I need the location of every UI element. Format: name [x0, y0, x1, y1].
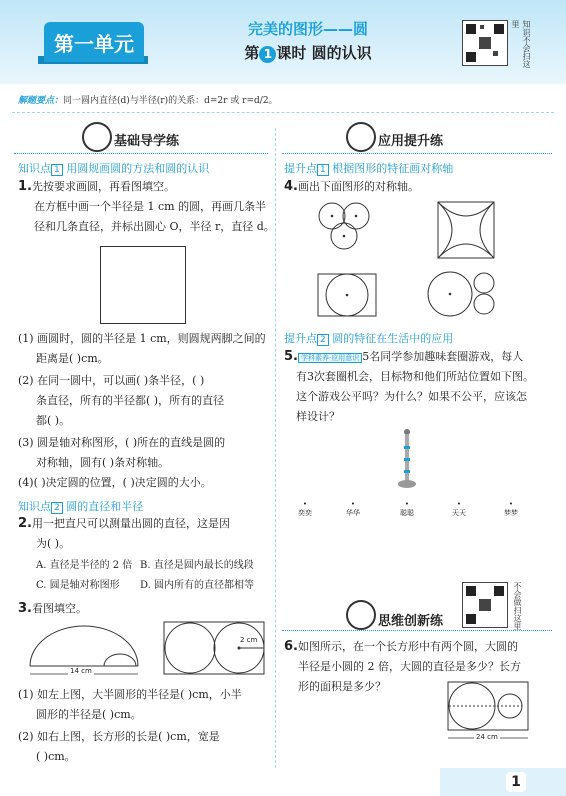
q2-option-a[interactable]: A. 直径是半径的 2 倍 [36, 560, 133, 571]
rectangle-circles-figure [160, 620, 270, 680]
q3-sub1-a: (1) 如左上图，大半圆形的半径是( )cm，小半 [18, 688, 242, 701]
mascot-icon [82, 122, 112, 152]
qr-note: 不会做扫这里 [513, 582, 522, 630]
kp-text: 圆的直径和半径 [66, 500, 144, 513]
knowledge-point-2 [18, 498, 143, 514]
section-underline [14, 153, 268, 154]
q1-sub1-b: 距离是( )cm。 [36, 352, 109, 365]
q6-line-3: 形的面积是多少？ [298, 680, 386, 693]
q5-line-1-text: 5名同学参加趣味套圈游戏，每人 [362, 350, 524, 363]
player-positions [290, 500, 526, 524]
q4-stem [284, 176, 419, 198]
page-number: 1 [506, 772, 526, 792]
q1-sub1-a: (1) 画圆时，圆的半径是 1 cm，则圆规两脚之间的 [18, 332, 266, 345]
q2-option-b[interactable]: B. 直径是圆内最长的线段 [140, 560, 254, 571]
qr-code-icon[interactable] [462, 20, 508, 66]
q1-sub3-a: (3) 圆是轴对称图形，( )所在的直线是圆的 [18, 436, 226, 449]
lesson-title [198, 42, 418, 63]
player-4: • 天天 [452, 500, 466, 517]
drawing-box[interactable] [100, 246, 186, 324]
q4-stem-text: 画出下面图形的对称轴。 [297, 180, 419, 193]
kp-num: 2 [317, 334, 329, 346]
q1-stem-text: 先按要求画圆，再看图填空。 [31, 180, 175, 193]
fig2-label: 2 cm [240, 636, 258, 644]
section-underline [282, 153, 552, 154]
q3-sub2-a: (2) 如右上图，长方形的长是( )cm，宽是 [18, 730, 220, 743]
q1-stem [18, 176, 175, 198]
kp-prefix: 提升点 [284, 332, 317, 345]
q3-sub1-b: 圆形的半径是( )cm。 [36, 708, 142, 721]
q3-stem [18, 598, 87, 620]
section-title-basic: 基础导学练 [114, 134, 180, 149]
q5-num: 5. [284, 349, 298, 364]
q1-sub2-b: 条直径，所有的半径都( )，所有的直径 [36, 394, 225, 407]
key-point [18, 93, 548, 106]
kp-num: 2 [51, 502, 63, 514]
q2-stem-2: 为( )。 [36, 537, 71, 550]
big-small-circles-figure [426, 268, 498, 320]
knowledge-point-1 [18, 160, 209, 176]
divider-horizontal [12, 112, 554, 113]
square-petals-figure [436, 200, 498, 262]
kp-prefix: 知识点 [18, 500, 51, 513]
lesson-suffix: 课时 圆的认识 [276, 44, 372, 62]
q6-line-2: 半径是小圆的 2 倍，大圆的直径是多少？长方 [298, 660, 521, 673]
q1-sub2-a: (2) 在同一圆中，可以画( )条半径，( ) [18, 374, 205, 387]
section-title-apply: 应用提升练 [378, 134, 444, 149]
q2-option-c[interactable]: C. 圆是轴对称图形 [36, 580, 120, 591]
q5-line-3: 这个游戏公平吗？为什么？如果不公平，应该怎 [296, 390, 527, 403]
divider-vertical [275, 128, 276, 768]
mascot-icon [346, 600, 376, 630]
q2-num: 2. [18, 516, 32, 531]
key-point-text: 同一圆内直径(d)与半径(r)的关系：d=2r 或 r=d/2。 [63, 96, 278, 106]
q6-num: 6. [284, 639, 298, 654]
q4-num: 4. [284, 179, 298, 194]
section-underline [282, 630, 552, 631]
player-2: • 华华 [346, 500, 360, 517]
player-name: 聪聪 [400, 509, 414, 517]
q2-stem-1 [18, 513, 230, 535]
q1-body-1: 在方框中画一个半径是 1 cm 的圆，再画几条半 [34, 200, 267, 213]
player-name: 奕奕 [298, 509, 312, 517]
improvement-point-1 [284, 160, 453, 176]
player-5: • 梦梦 [504, 500, 518, 517]
qr-code-icon[interactable] [462, 582, 508, 628]
player-name: 华华 [346, 509, 360, 517]
footer-bar [440, 768, 566, 796]
three-circles-figure [316, 198, 376, 254]
q3-num: 3. [18, 601, 32, 616]
kp-text: 圆的特征在生活中的应用 [332, 332, 454, 345]
q5-line-2: 有3次套圈机会，目标物和他们所站位置如下图。 [296, 370, 534, 383]
player-name: 梦梦 [504, 509, 518, 517]
q5-badge: 学科素养·应用意识 [298, 353, 362, 363]
q3-stem-text: 看图填空。 [31, 602, 87, 615]
lesson-prefix: 第 [244, 44, 260, 62]
mascot-icon [346, 122, 376, 152]
player-name: 天天 [452, 509, 466, 517]
q1-sub4: (4)( )决定圆的位置，( )决定圆的大小。 [18, 476, 212, 489]
course-title: 完美的图形——圆 [247, 20, 368, 38]
section-title-creative: 思维创新练 [378, 614, 444, 629]
q6-line-1-text: 如图所示，在一个长方形中有两个圆，大圆的 [297, 640, 518, 653]
q2-stem-text: 用一把直尺可以测量出圆的直径，这是因 [31, 517, 230, 530]
lesson-number: 1 [259, 46, 276, 63]
kp-num: 1 [51, 164, 63, 176]
q1-body-2: 径和几条直径，并标出圆心 O，半径 r，直径 d。 [34, 220, 275, 233]
q1-sub3-b: 对称轴，圆有( )条对称轴。 [36, 456, 170, 469]
kp-text: 根据图形的特征画对称轴 [332, 162, 454, 175]
ring-toss-target-figure [396, 428, 418, 492]
kp-prefix: 提升点 [284, 162, 317, 175]
key-point-label: 解题要点： [18, 96, 64, 106]
player-1: • 奕奕 [298, 500, 312, 517]
q1-num: 1. [18, 179, 32, 194]
unit-label: 第一单元 [44, 22, 144, 62]
kp-num: 1 [317, 164, 329, 176]
fig1-label: 14 cm [70, 667, 92, 675]
q1-sub2-c: 都( )。 [36, 414, 71, 427]
improvement-point-2 [284, 330, 453, 346]
q6-line-1 [284, 636, 518, 658]
qr-note: 知识不会扫这里 [511, 20, 531, 68]
fig6-label: 24 cm [476, 733, 498, 741]
q3-sub2-b: ( )cm。 [36, 750, 76, 763]
q5-line-4: 样设计？ [296, 410, 340, 423]
player-3: • 聪聪 [400, 500, 414, 517]
rect-circle-figure [316, 270, 380, 320]
kp-text: 用圆规画圆的方法和圆的认识 [66, 162, 210, 175]
q5-line-1 [284, 346, 523, 368]
q2-option-d[interactable]: D. 圆内所有的直径都相等 [140, 580, 255, 591]
kp-prefix: 知识点 [18, 162, 51, 175]
